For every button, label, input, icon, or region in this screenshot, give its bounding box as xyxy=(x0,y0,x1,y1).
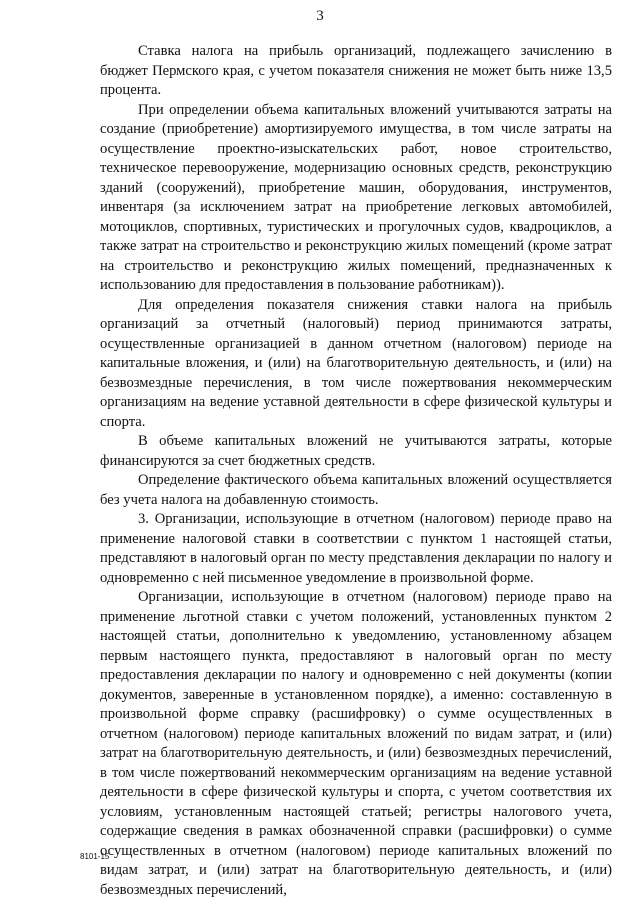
document-body xyxy=(100,42,612,900)
paragraph-capital-investment-costs: При определении объема капитальных вложений учитываются затраты на создание (приобретение) амортизируемого имущества, в том числе затраты на осуществление проектно-изыскательских работ, новое строительство, техническое перевооружение, модернизацию основных средств, реконструкцию зданий (сооружений), приобретение машин, оборудования, инструментов, инвентаря (за исключением затрат на приобретение легковых автомобилей, мотоциклов, спортивных, туристических и прогулочных судов, квадроциклов, а также затрат на строительство и реконструкцию жилых помещений (кроме затрат на строительство и реконструкцию жилых помещений, предназначенных к использованию для предоставления в пользование работникам)). xyxy=(100,101,612,293)
paragraph-clause-3-notification: 3. Организации, использующие в отчетном (налоговом) периоде право на применение налоговой ставки в соответствии с пунктом 1 настоящей статьи, представляют в налоговый орган по месту представления декларации по налогу и одновременно с ней письменное уведомление в произвольной форме. xyxy=(100,511,612,586)
paragraph-supporting-documents: Организации, использующие в отчетном (налоговом) периоде право на применение льготной ставки с учетом положений, установленных пунктом 2 настоящей статьи, дополнительно к уведомлению, установленному абзацем первым настоящего пункта, предоставляют в налоговый орган по месту предоставления декларации по налогу и одновременно с ней документы (копии документов, заверенные в установленном порядке), а именно: составленную в произвольной форме справку (расшифровку) о сумме осуществленных в отчетном (налоговом) периоде капитальных вложений по видам затрат, и (или) затрат на благотворительную деятельность, и (или) безвозмездных перечислений, в том числе пожертвований некоммерческим организациям на ведение уставной деятельности в сфере физической культуры и спорта, с учетом соответствия их условиям, установленным настоящей статьей; регистры налогового учета, содержащие сведения в рамках обозначенной справки (расшифровки) о сумме осуществленных в отчетном (налоговом) периоде капитальных вложений по видам затрат, и (или) затрат на благотворительную деятельность, и (или) безвозмездных перечислений, xyxy=(100,589,612,898)
page-number: 3 xyxy=(316,8,324,24)
paragraph-reduction-indicator: Для определения показателя снижения ставки налога на прибыль организаций за отчетный (налоговый) период принимаются затраты, осуществленные организацией в данном отчетном (налоговом) периоде на капитальные вложения, и (или) на благотворительную деятельность, и (или) на безвозмездные перечисления, в том числе пожертвования некоммерческим организациям на ведение уставной деятельности в сфере физической культуры и спорта. xyxy=(100,296,612,430)
paragraph-budget-funds-excluded: В объеме капитальных вложений не учитываются затраты, которые финансируются за счет бюджетных средств. xyxy=(100,433,612,469)
document-code: 8101-15 xyxy=(80,852,110,861)
paragraph-tax-rate-minimum: Ставка налога на прибыль организаций, подлежащего зачислению в бюджет Пермского края, с учетом показателя снижения не может быть ниже 13,5 процента. xyxy=(100,43,612,98)
paragraph-vat-excluded: Определение фактического объема капитальных вложений осуществляется без учета налога на добавленную стоимость. xyxy=(100,472,612,508)
